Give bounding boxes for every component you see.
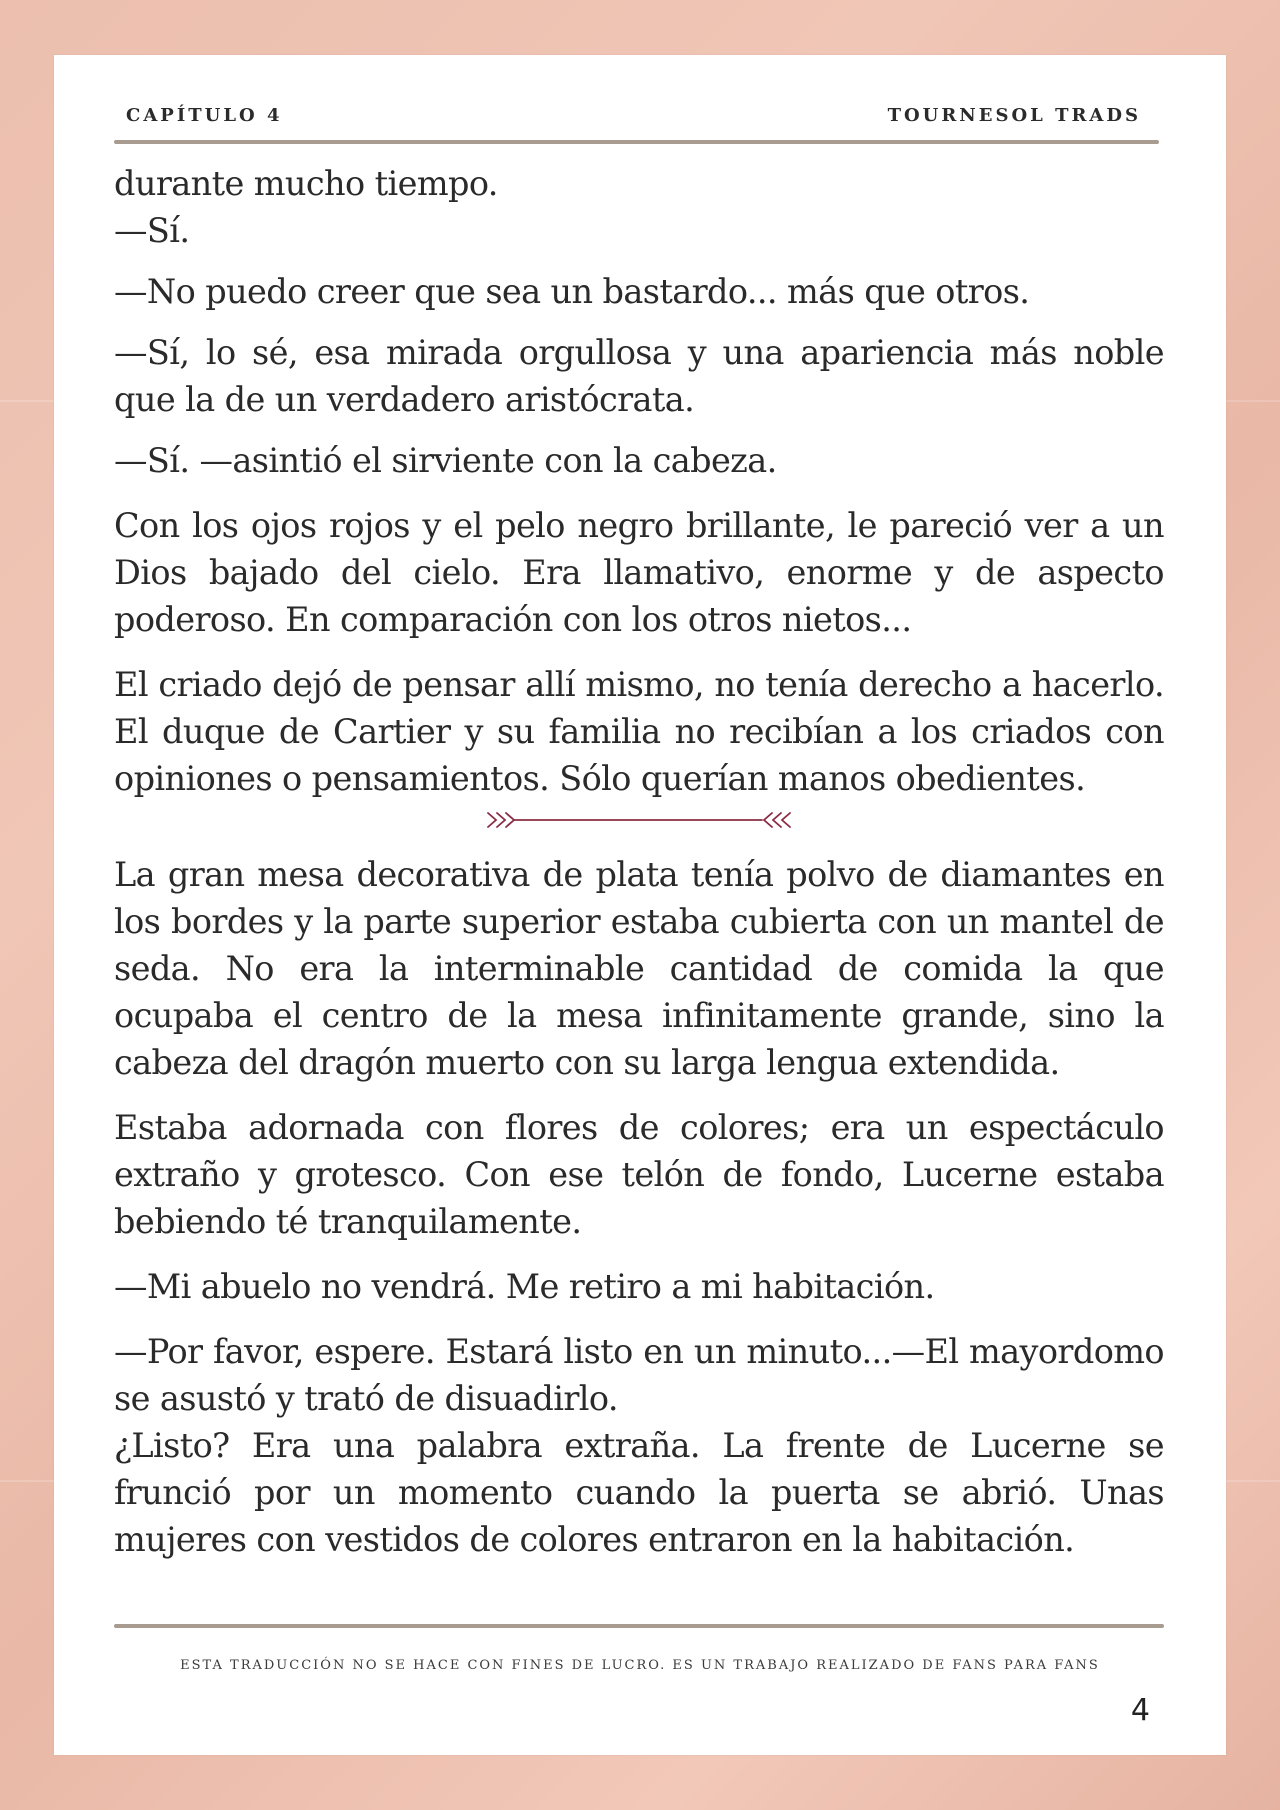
bottom-rule [114,1624,1164,1628]
paragraph: La gran mesa decorativa de plata tenía polvo de diamantes en los bordes y la parte superior estaba cubierta con un mantel de seda. No era la interminable cantidad de comida la que ocupaba el centro de la mesa infinitamente grande, sino la cabeza del dragón muerto con su larga lengua extendida. [114,855,1164,1082]
paragraph: Con los ojos rojos y el pelo negro brillante, le pareció ver a un Dios bajado del cielo. Era llamativo, enorme y de aspecto poderoso. En comparación con los otros nietos... [114,506,1164,639]
paragraph: Estaba adornada con flores de colores; era un espectáculo extraño y grotesco. Con ese telón de fondo, Lucerne estaba bebiendo té tranquilamente. [114,1108,1164,1241]
footer-disclaimer: ESTA TRADUCCIÓN NO SE HACE CON FINES DE LUCRO. ES UN TRABAJO REALIZADO DE FANS PARA FANS [180,1658,1100,1673]
chapter-header: CAPÍTULO 4 [126,105,283,126]
document-page [54,55,1226,1755]
paragraph: ¿Listo? Era una palabra extraña. La frente de Lucerne se frunció por un momento cuando la puerta se abrió. Unas mujeres con vestidos de colores entraron en la habitación. [114,1426,1164,1559]
section-divider [114,805,1164,845]
body-text [114,160,1164,1563]
arrow-divider-icon [484,805,794,835]
paragraph: durante mucho tiempo. [114,164,498,203]
paragraph: —Sí. [114,211,190,250]
paragraph: El criado dejó de pensar allí mismo, no tenía derecho a hacerlo. El duque de Cartier y su familia no recibían a los criados con opiniones o pensamientos. Sólo querían manos obedientes. [114,665,1164,798]
page-number: 4 [1130,1693,1150,1728]
paragraph: —Por favor, espere. Estará listo en un minuto...—El mayordomo se asustó y trató de disuadirlo. [114,1332,1164,1418]
paragraph: —Sí, lo sé, esa mirada orgullosa y una apariencia más noble que la de un verdadero aristócrata. [114,333,1164,419]
paragraph: —Mi abuelo no vendrá. Me retiro a mi habitación. [114,1267,935,1306]
paragraph: —No puedo creer que sea un bastardo... más que otros. [114,272,1030,311]
paragraph: —Sí. —asintió el sirviente con la cabeza. [114,441,777,480]
top-rule [114,140,1159,144]
group-header: TOURNESOL TRADS [887,105,1141,126]
